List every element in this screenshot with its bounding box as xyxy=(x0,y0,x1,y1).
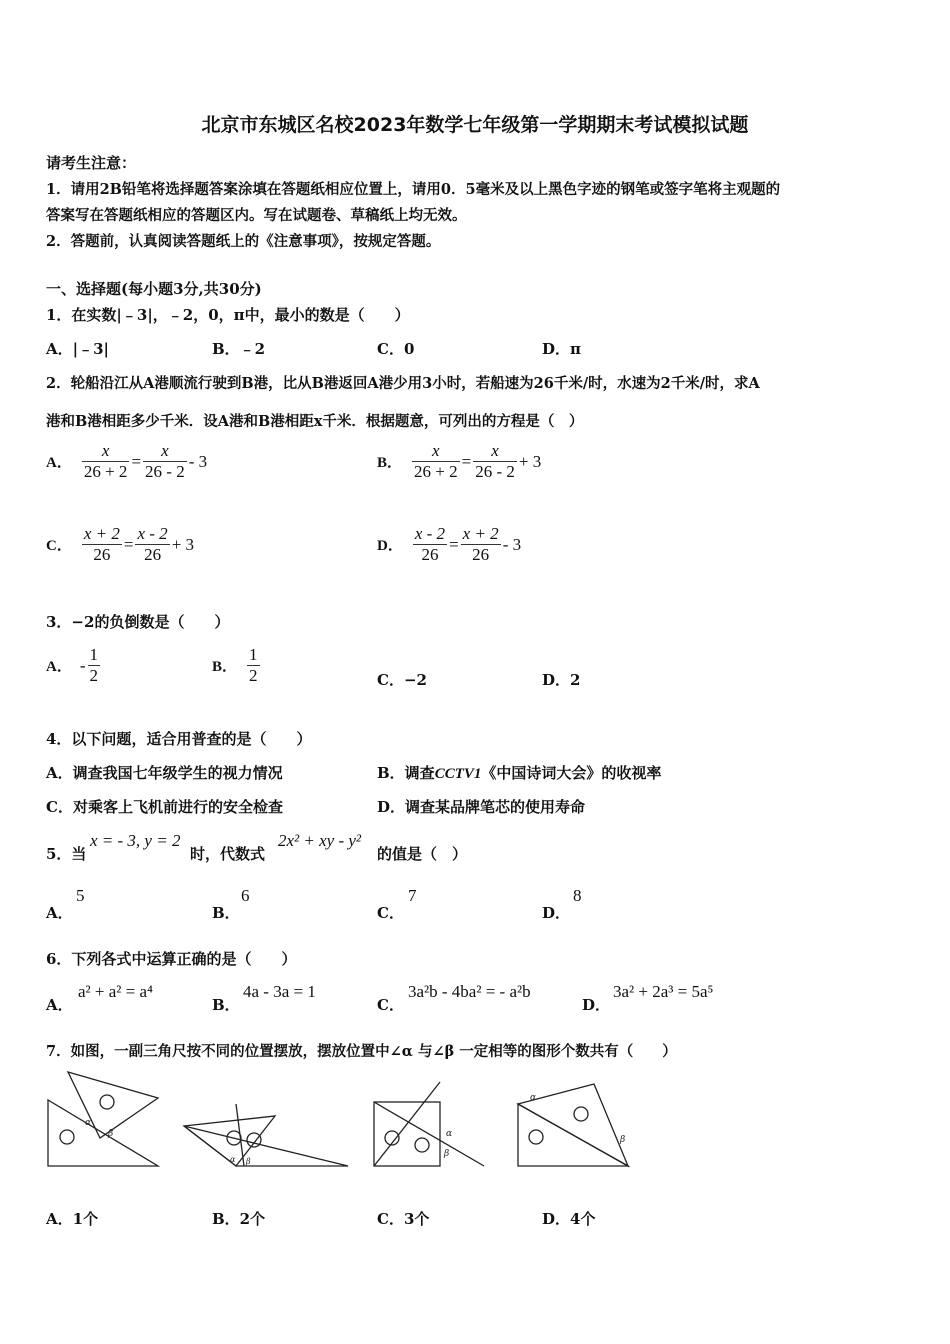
q2-a-num2: x xyxy=(143,441,187,462)
q2-a-eq: = xyxy=(131,451,142,471)
q6-b-label: B． xyxy=(212,996,240,1014)
q3-a-den: 2 xyxy=(89,666,99,685)
q7-f3-beta: β xyxy=(444,1149,450,1159)
q7-option-b: B．2个 xyxy=(212,1210,266,1228)
q2-b-num2: x xyxy=(473,441,517,462)
q6-a-expr: a² + a² = a⁴ xyxy=(78,982,153,1001)
q2-option-d xyxy=(377,524,521,565)
q3-a-sign: - xyxy=(79,655,86,675)
section-heading: 一、选择题(每小题3分,共30分) xyxy=(46,280,262,298)
q4-option-b xyxy=(377,762,661,783)
q4-b-pre: B．调查 xyxy=(377,764,435,782)
q2-c-eq: = xyxy=(123,534,134,554)
q5-b-value: 6 xyxy=(241,886,250,905)
q2-d-label: D． xyxy=(377,538,403,554)
q7-stem: 7．如图，一副三角尺按不同的位置摆放，摆放位置中∠α 与∠β 一定相等的图形个数共有（ ） xyxy=(46,1043,677,1060)
q2-c-den2: 26 xyxy=(144,545,162,564)
q7-f3-alpha: α xyxy=(446,1129,453,1139)
q4-option-a: A．调查我国七年级学生的视力情况 xyxy=(46,764,283,782)
q1-option-a: A．|﹣3| xyxy=(46,340,109,358)
q2-option-c xyxy=(46,524,194,565)
q3-a-num: 1 xyxy=(89,645,99,664)
q7-f2-alpha: α xyxy=(230,1155,236,1164)
q2-c-tail: + 3 xyxy=(171,534,195,554)
q7-figure-2 xyxy=(184,1104,348,1166)
notice-line-1b: 答案写在答题纸相应的答题区内。写在试题卷、草稿纸上均无效。 xyxy=(46,207,467,224)
page-title: 北京市东城区名校2023年数学七年级第一学期期末考试模拟试题 xyxy=(201,114,749,136)
q2-c-den1: 26 xyxy=(93,545,111,564)
q4-b-post: 《中国诗词大会》的收视率 xyxy=(481,764,662,782)
q5-expression: 2x² + xy - y² xyxy=(278,831,362,850)
q5-stem-post: 的值是（ ） xyxy=(377,845,468,863)
q6-stem: 6．下列各式中运算正确的是（ ） xyxy=(46,950,297,968)
q5-a-label: A． xyxy=(46,904,73,922)
q2-b-num1: x xyxy=(412,441,460,462)
q2-a-tail: - 3 xyxy=(188,451,208,471)
q7-figure-3 xyxy=(374,1082,484,1166)
q2-d-den2: 26 xyxy=(472,545,490,564)
q3-option-b xyxy=(212,645,262,686)
q2-d-num1: x - 2 xyxy=(414,524,446,543)
q7-f4-beta: β xyxy=(620,1135,626,1145)
q5-stem-mid: 时，代数式 xyxy=(190,845,266,863)
q3-a-label: A． xyxy=(46,659,72,675)
notice-line-2: 2．答题前，认真阅读答题纸上的《注意事项》，按规定答题。 xyxy=(46,233,441,250)
notice-heading: 请考生注意： xyxy=(46,154,137,172)
q5-b-label: B． xyxy=(212,904,240,922)
q2-a-den2: 26 - 2 xyxy=(145,462,185,481)
q2-b-label: B． xyxy=(377,455,403,471)
q1-option-d: D．π xyxy=(542,340,581,358)
q2-a-den1: 26 + 2 xyxy=(83,462,128,481)
q3-stem: 3．−2的负倒数是（ ） xyxy=(46,613,230,631)
q2-a-num1: x xyxy=(82,441,130,462)
q1-stem: 1．在实数|﹣3|，﹣2，0，π中，最小的数是（ ） xyxy=(46,306,410,324)
q7-f1-beta: β xyxy=(108,1129,114,1139)
q2-d-num2: x + 2 xyxy=(462,524,499,543)
q6-b-expr: 4a - 3a = 1 xyxy=(243,982,316,1001)
q7-f2-beta: β xyxy=(246,1157,251,1166)
notice-line-1a: 1．请用2B铅笔将选择题答案涂填在答题纸相应位置上，请用0．5毫米及以上黑色字迹的钢笔或签字笔将主观题的 xyxy=(46,181,781,198)
q2-b-den1: 26 + 2 xyxy=(414,462,458,481)
q2-stem-line-2: 港和B港相距多少千米．设A港和B港相距x千米．根据题意，可列出的方程是（ ） xyxy=(46,413,584,430)
q2-d-eq: = xyxy=(449,534,459,554)
q5-c-value: 7 xyxy=(408,886,417,905)
q6-c-expr: 3a²b - 4ba² = - a²b xyxy=(408,982,531,1001)
q2-b-eq: = xyxy=(461,451,472,471)
q4-option-d: D．调查某品牌笔芯的使用寿命 xyxy=(377,798,586,816)
q3-b-num: 1 xyxy=(249,645,258,664)
q2-d-den1: 26 xyxy=(421,545,439,564)
q2-stem-line-1: 2．轮船沿江从A港顺流行驶到B港，比从B港返回A港少用3小时，若船速为26千米/时，水速为2千米/时，求A xyxy=(46,375,760,392)
q2-c-num2: x - 2 xyxy=(137,524,168,543)
q6-d-expr: 3a² + 2a³ = 5a⁵ xyxy=(613,982,714,1001)
q4-b-channel: CCTV1 xyxy=(434,766,482,782)
q2-a-label: A． xyxy=(46,455,72,471)
q2-b-den2: 26 - 2 xyxy=(475,462,515,481)
q7-option-a: A．1个 xyxy=(46,1210,99,1228)
q2-d-tail: - 3 xyxy=(502,534,522,554)
q7-f4-alpha: α xyxy=(530,1093,537,1103)
q2-option-b xyxy=(377,441,541,482)
q5-stem-pre: 5．当 xyxy=(46,845,87,863)
q5-condition: x = - 3, y = 2 xyxy=(90,831,181,850)
q3-b-label: B． xyxy=(212,659,238,675)
q3-option-a xyxy=(46,645,102,686)
q3-option-c: C．−2 xyxy=(377,671,427,689)
q1-option-c: C．0 xyxy=(377,340,415,358)
q5-a-value: 5 xyxy=(76,886,85,905)
q7-option-c: C．3个 xyxy=(377,1210,430,1228)
q7-figures xyxy=(40,1068,640,1178)
q1-option-b: B．﹣2 xyxy=(212,340,266,358)
q2-option-a xyxy=(46,441,207,482)
q2-c-num1: x + 2 xyxy=(83,524,120,543)
q5-d-label: D． xyxy=(542,904,571,922)
q5-c-label: C． xyxy=(377,904,404,922)
q6-a-label: A． xyxy=(46,996,73,1014)
q6-c-label: C． xyxy=(377,996,404,1014)
q4-option-c: C．对乘客上飞机前进行的安全检查 xyxy=(46,798,283,816)
q7-figure-1 xyxy=(48,1072,158,1166)
q2-b-tail: + 3 xyxy=(518,451,542,471)
q3-option-d: D．2 xyxy=(542,671,581,689)
q3-b-den: 2 xyxy=(249,666,258,685)
q6-d-label: D． xyxy=(582,996,611,1014)
q7-f1-alpha: α xyxy=(85,1118,92,1128)
q4-stem: 4．以下问题，适合用普查的是（ ） xyxy=(46,730,312,748)
q2-c-label: C． xyxy=(46,538,72,554)
q7-figure-4 xyxy=(518,1084,628,1166)
q7-option-d: D．4个 xyxy=(542,1210,596,1228)
q5-d-value: 8 xyxy=(573,886,582,905)
